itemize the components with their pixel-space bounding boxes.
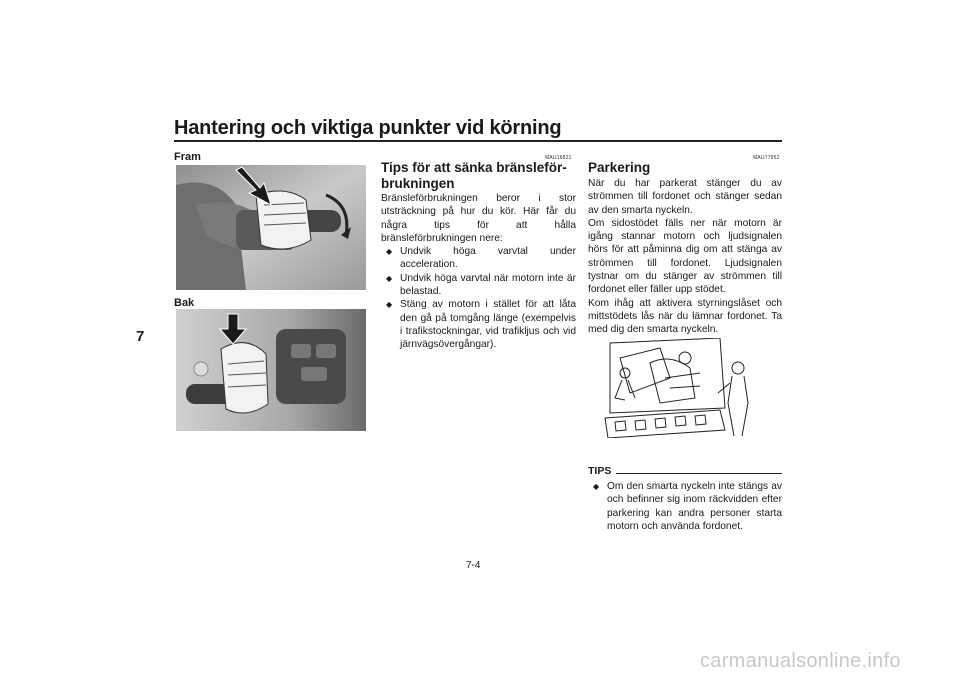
photo-rear-handlebar <box>176 309 366 431</box>
tips-rule <box>616 473 782 474</box>
tips-bullet-list <box>588 480 782 533</box>
section-code-parking: MAU77952 <box>753 155 780 161</box>
heading-fuel-tips <box>381 160 581 192</box>
parking-para1: När du har parkerat stänger du av strömmen till fordonet och stänger sedan av den smarta nyckeln. <box>588 178 782 216</box>
fuel-bullet: ◆ Stäng av motorn i stället för att låta den gå på tomgång länge (exempelvis i trafikstockningar, vid trafikljus och vid järnvägsövergångar). <box>381 298 576 351</box>
fuel-intro: Bränsleförbrukningen beror i stor utsträckning på hur du kör. Här får du några tips för att hålla bränsleförbrukningen nere: <box>381 193 576 244</box>
fuel-bullet-list <box>381 245 576 351</box>
parking-para2: Om sidostödet fälls ner när motorn är igång stannar motorn och ljudsignalen hörs för att påminna dig om att stänga av strömmen till fordonet. Ljudsignalen tystnar om du stänger av strömmen till fordonet eller fäller upp stödet. <box>588 217 782 296</box>
tips-heading: TIPS <box>588 465 612 477</box>
label-rear: Bak <box>174 297 195 309</box>
tips-bullet: ◆ Om den smarta nyckeln inte stängs av och befinner sig inom räckvidden efter parkering kan andra personer starta motorn och använda fordonet. <box>588 480 782 533</box>
heading-fuel-line2: brukningen <box>381 176 455 191</box>
fuel-tips-body <box>381 192 576 352</box>
title-rule <box>174 140 782 142</box>
section-code-fuel: MAU16821 <box>545 155 572 161</box>
heading-parking: Parkering <box>588 160 651 175</box>
chapter-tab <box>136 328 144 345</box>
parking-para3: Kom ihåg att aktivera styrningslåset och mittstödets lås när du lämnar fordonet. Ta med dig den smarta nyckeln. <box>588 297 782 336</box>
parking-scene-drawing <box>600 338 760 438</box>
tips-body <box>588 480 782 533</box>
parking-illustration <box>600 338 760 438</box>
page-title: Hantering och viktiga punkter vid körning <box>174 117 562 139</box>
fuel-bullet: ◆ Undvik höga varvtal när motorn inte är belastad. <box>381 272 576 299</box>
page-number: 7-4 <box>466 560 481 571</box>
watermark-text: carmanualsonline.info <box>700 650 901 672</box>
front-handlebar-illustration <box>176 165 366 290</box>
parking-body <box>588 177 782 337</box>
photo-front-handlebar <box>176 165 366 290</box>
label-front: Fram <box>174 151 201 163</box>
chapter-number: 7 <box>136 328 145 345</box>
rear-handlebar-illustration <box>176 309 366 431</box>
heading-fuel-line1: Tips för att sänka bränsleför- <box>381 160 567 175</box>
fuel-bullet: ◆ Undvik höga varvtal under acceleration. <box>381 245 576 272</box>
